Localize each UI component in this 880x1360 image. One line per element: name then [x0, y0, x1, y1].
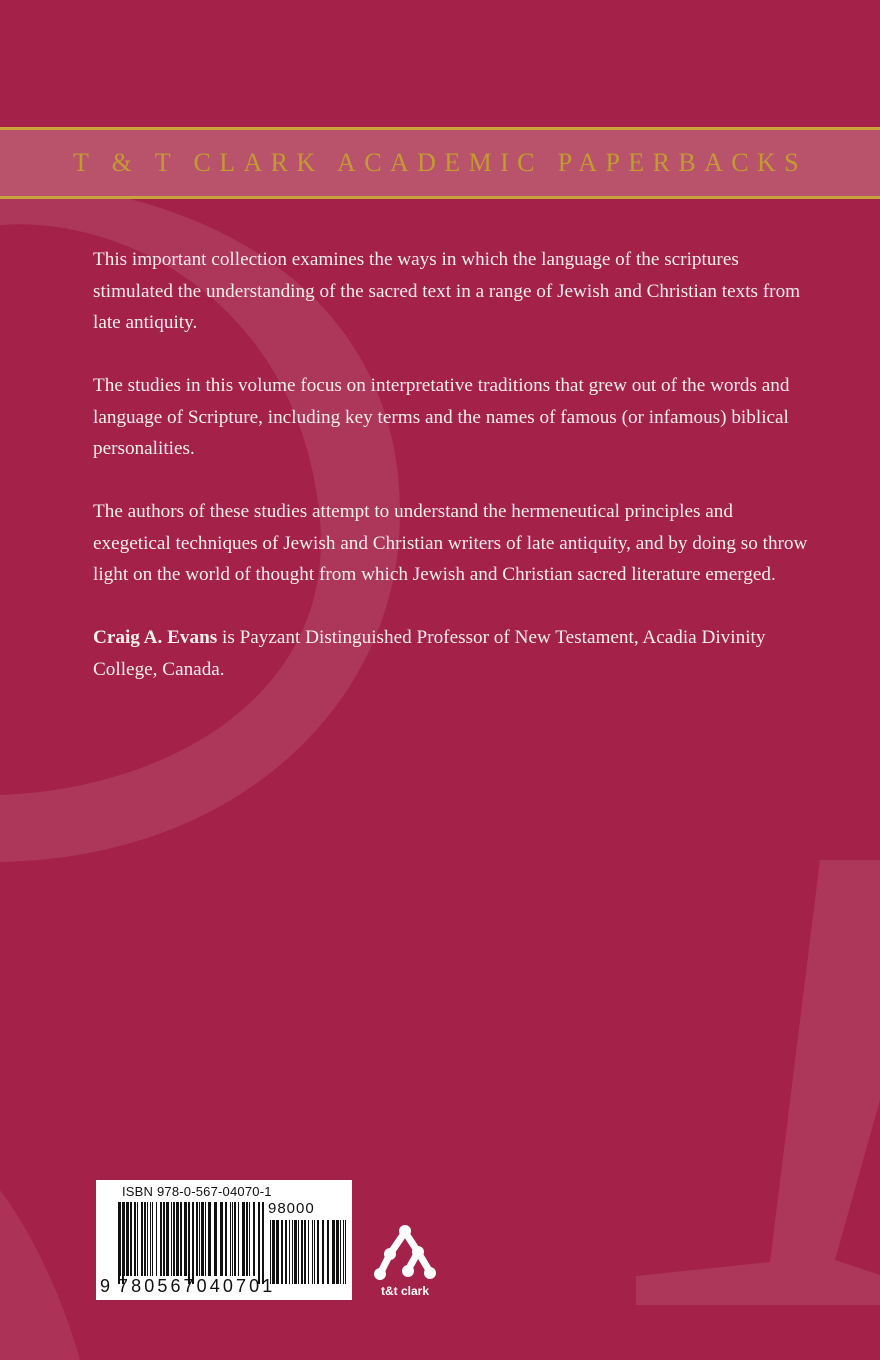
barcode-guard-bar	[262, 1202, 264, 1284]
barcode-bar	[184, 1202, 187, 1276]
barcode-bar	[230, 1202, 231, 1276]
barcode-bar	[130, 1202, 132, 1276]
blurb	[93, 244, 813, 717]
barcode-guard-bar	[122, 1202, 124, 1284]
barcode-guard-bar	[188, 1202, 190, 1284]
barcode-bar	[141, 1202, 143, 1276]
barcode-bar	[285, 1220, 287, 1284]
barcode-bar	[180, 1202, 182, 1276]
barcode-box	[96, 1180, 352, 1300]
barcode-bar	[173, 1202, 175, 1276]
barcode-bar	[150, 1202, 151, 1276]
barcode-bar	[124, 1202, 125, 1276]
barcode-bar	[343, 1220, 344, 1284]
barcode-bar	[214, 1202, 217, 1276]
watermark-sweep	[0, 1190, 80, 1360]
barcode-bar	[249, 1202, 250, 1276]
barcode-bar	[340, 1220, 341, 1284]
barcode-bar	[160, 1202, 162, 1276]
author-name: Craig A. Evans	[93, 627, 218, 648]
barcode-bar	[327, 1220, 329, 1284]
barcode-bar	[242, 1202, 245, 1276]
blurb-paragraph: The authors of these studies attempt to understand the hermeneutical principles and exegetical techniques of Jewish and Christian writers of late antiquity, and by doing so throw light on the world of thought from which Jewish and Christian sacred literature emerged.	[93, 501, 808, 585]
barcode-bar	[336, 1220, 339, 1284]
barcode-bar	[166, 1202, 169, 1276]
series-title: T & T CLARK ACADEMIC PAPERBACKS	[72, 148, 808, 177]
barcode-guard-bar	[192, 1202, 194, 1284]
blurb-paragraph: This important collection examines the ways in which the language of the scriptures stimulated the understanding of the sacred text in a range of Jewish and Christian texts from late antiquity.	[93, 249, 801, 333]
barcode-bar	[276, 1220, 279, 1284]
ean-first-digit: 9	[100, 1276, 111, 1296]
price-code: 98000	[268, 1200, 315, 1217]
barcode-bar	[201, 1202, 204, 1276]
t-and-t-clark-logo-icon	[370, 1222, 440, 1284]
isbn-label: ISBN 978-0-567-04070-1	[122, 1184, 272, 1199]
barcode-bar	[196, 1202, 198, 1276]
barcode-bar	[314, 1220, 315, 1284]
barcode-bar	[171, 1202, 172, 1276]
ean-digits: 780567040701	[118, 1276, 276, 1296]
barcode-bar	[281, 1220, 283, 1284]
barcode-bar	[317, 1220, 319, 1284]
barcode-bar	[232, 1202, 233, 1276]
series-band	[0, 127, 880, 199]
barcode-bar	[301, 1220, 303, 1284]
barcode-bar	[147, 1202, 148, 1276]
barcode-guard-bar	[258, 1202, 260, 1284]
barcode-bar	[270, 1220, 271, 1284]
barcode-bar	[152, 1202, 153, 1276]
publisher-logo	[370, 1222, 440, 1304]
author-bio-text: is Payzant Distinguished Professor of New Testament, Acadia Divinity College, Canada.	[93, 627, 766, 680]
barcode-guard-bar	[118, 1202, 120, 1284]
barcode-bar	[156, 1202, 157, 1276]
barcode-bar	[225, 1202, 227, 1276]
barcode-bar	[246, 1202, 248, 1276]
barcode-bar	[345, 1220, 346, 1284]
barcode-bar	[205, 1202, 206, 1276]
barcode-bar	[304, 1220, 306, 1284]
barcode-bar	[253, 1202, 255, 1276]
barcode-bar	[312, 1220, 313, 1284]
barcode-bar	[163, 1202, 165, 1276]
barcode-bar	[298, 1220, 299, 1284]
barcode-bar	[126, 1202, 129, 1276]
barcode-bar	[322, 1220, 324, 1284]
barcode-bar	[234, 1202, 236, 1276]
barcode-bar	[137, 1202, 138, 1276]
barcode-bar	[134, 1202, 136, 1276]
barcode-bar	[176, 1202, 179, 1276]
barcode-bar	[308, 1220, 309, 1284]
barcode-bar	[294, 1220, 297, 1284]
barcode-bar	[292, 1220, 293, 1284]
publisher-name: t&t clark	[380, 1284, 430, 1298]
barcode-bar	[238, 1202, 239, 1276]
barcode-bar	[144, 1202, 146, 1276]
barcode-bar	[332, 1220, 335, 1284]
blurb-paragraph: The studies in this volume focus on interpretative traditions that grew out of the words and language of Scripture, including key terms and the names of famous (or infamous) biblical personalities.	[93, 375, 790, 459]
barcode-bar	[272, 1220, 275, 1284]
barcode-bar	[199, 1202, 200, 1276]
barcode-bar	[289, 1220, 290, 1284]
barcode-bar	[220, 1202, 223, 1276]
author-bio	[93, 622, 813, 685]
barcode-bar	[208, 1202, 211, 1276]
watermark-diagonal	[636, 860, 880, 1305]
